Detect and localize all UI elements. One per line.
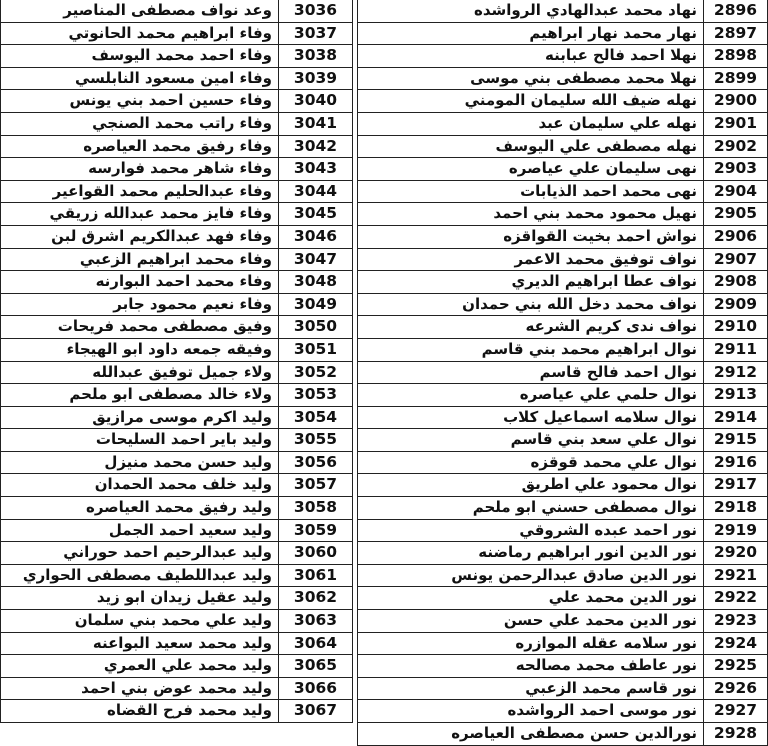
table-row [357, 362, 768, 385]
table-row [0, 271, 353, 294]
serial-number: 2926 [704, 678, 768, 700]
serial-number: 2925 [704, 655, 768, 677]
serial-number: 2924 [704, 633, 768, 655]
serial-number: 3042 [279, 136, 353, 158]
serial-number: 2908 [704, 271, 768, 293]
person-name: نوال محمود علي اطريق [357, 474, 704, 496]
person-name: نهاد محمد عبدالهادي الرواشده [357, 0, 704, 22]
person-name: نور الدين محمد علي حسن [357, 610, 704, 632]
person-name: وفيقه جمعه داود ابو الهيجاء [0, 339, 279, 361]
person-name: نهله ضيف الله سليمان المومني [357, 90, 704, 112]
person-name: نوال مصطفى حسني ابو ملحم [357, 497, 704, 519]
person-name: نوال علي سعد بني قاسم [357, 429, 704, 451]
table-row [357, 0, 768, 23]
table-row [0, 90, 353, 113]
person-name: وليد سعيد احمد الجمل [0, 520, 279, 542]
table-row [0, 429, 353, 452]
person-name: وليد محمد عوض بني احمد [0, 678, 279, 700]
serial-number: 2922 [704, 587, 768, 609]
table-row [357, 520, 768, 543]
person-name: وفاء نعيم محمود جابر [0, 294, 279, 316]
table-row [357, 249, 768, 272]
table-row [0, 655, 353, 678]
serial-number: 3055 [279, 429, 353, 451]
table-row [357, 497, 768, 520]
table-row [0, 407, 353, 430]
person-name: وفاء حسين احمد بني يونس [0, 90, 279, 112]
table-row [357, 565, 768, 588]
serial-number: 3063 [279, 610, 353, 632]
person-name: نوال ابراهيم محمد بني قاسم [357, 339, 704, 361]
person-name: نوال حلمي علي عياصره [357, 384, 704, 406]
person-name: نهيل محمود محمد بني احمد [357, 203, 704, 225]
serial-number: 2927 [704, 700, 768, 722]
table-row [357, 452, 768, 475]
table-row [357, 158, 768, 181]
table-row [0, 678, 353, 701]
table-row [0, 136, 353, 159]
person-name: وليد حسن محمد منيزل [0, 452, 279, 474]
table-row [0, 520, 353, 543]
table-row [357, 610, 768, 633]
serial-number: 2901 [704, 113, 768, 135]
serial-number: 3059 [279, 520, 353, 542]
person-name: وليد رفيق محمد العياصره [0, 497, 279, 519]
serial-number: 3064 [279, 633, 353, 655]
table-row [0, 0, 353, 23]
table-row [357, 700, 768, 723]
left-table-rows [0, 0, 353, 723]
person-name: نور الدين صادق عبدالرحمن يونس [357, 565, 704, 587]
serial-number: 2920 [704, 542, 768, 564]
serial-number: 3066 [279, 678, 353, 700]
table-row [357, 678, 768, 701]
serial-number: 2896 [704, 0, 768, 22]
serial-number: 3049 [279, 294, 353, 316]
table-row [0, 452, 353, 475]
person-name: وفيق مصطفى محمد فريحات [0, 316, 279, 338]
person-name: نواف ندى كريم الشرعه [357, 316, 704, 338]
table-row [357, 226, 768, 249]
table-row [357, 474, 768, 497]
table-row [0, 113, 353, 136]
person-name: وليد عبدالرحيم احمد حوراني [0, 542, 279, 564]
serial-number: 2899 [704, 68, 768, 90]
serial-number: 2928 [704, 723, 768, 745]
person-name: وليد عقيل زيدان ابو زيد [0, 587, 279, 609]
table-row [357, 633, 768, 656]
person-name: نور موسى احمد الرواشده [357, 700, 704, 722]
person-name: نواف محمد دخل الله بني حمدان [357, 294, 704, 316]
left-table [0, 0, 353, 723]
serial-number: 2903 [704, 158, 768, 180]
serial-number: 2909 [704, 294, 768, 316]
person-name: وليد محمد فرح القضاه [0, 700, 279, 722]
table-row [0, 158, 353, 181]
person-name: ولاء خالد مصطفى ابو ملحم [0, 384, 279, 406]
table-row [0, 339, 353, 362]
table-row [357, 90, 768, 113]
serial-number: 3053 [279, 384, 353, 406]
serial-number: 3065 [279, 655, 353, 677]
table-row [357, 113, 768, 136]
table-row [0, 384, 353, 407]
table-row [357, 407, 768, 430]
table-row [0, 587, 353, 610]
person-name: وفاء فهد عبدالكريم اشرق لبن [0, 226, 279, 248]
serial-number: 2902 [704, 136, 768, 158]
table-row [357, 723, 768, 746]
person-name: نور الدين محمد علي [357, 587, 704, 609]
person-name: وعد نواف مصطفى المناصير [0, 0, 279, 22]
table-row [357, 23, 768, 46]
serial-number: 3056 [279, 452, 353, 474]
person-name: وفاء محمد احمد البوارنه [0, 271, 279, 293]
right-table [357, 0, 768, 746]
right-table-rows [357, 0, 768, 746]
table-row [0, 700, 353, 723]
serial-number: 2921 [704, 565, 768, 587]
serial-number: 3062 [279, 587, 353, 609]
person-name: وفاء فايز محمد عبدالله زريقي [0, 203, 279, 225]
table-row [357, 316, 768, 339]
serial-number: 3038 [279, 45, 353, 67]
person-name: وفاء عبدالحليم محمد القواعير [0, 181, 279, 203]
serial-number: 3058 [279, 497, 353, 519]
serial-number: 3052 [279, 362, 353, 384]
table-row [0, 68, 353, 91]
table-row [357, 271, 768, 294]
table-row [0, 565, 353, 588]
table-row [0, 362, 353, 385]
person-name: نواف عطا ابراهيم الديري [357, 271, 704, 293]
serial-number: 3036 [279, 0, 353, 22]
person-name: ولاء جميل توفيق عبدالله [0, 362, 279, 384]
person-name: نواف توفيق محمد الاعمر [357, 249, 704, 271]
person-name: نوال احمد فالح قاسم [357, 362, 704, 384]
table-row [0, 316, 353, 339]
person-name: نهى محمد احمد الذيابات [357, 181, 704, 203]
table-row [357, 429, 768, 452]
person-name: نور الدين انور ابراهيم رماضنه [357, 542, 704, 564]
person-name: وفاء راتب محمد الصنجي [0, 113, 279, 135]
table-row [357, 587, 768, 610]
serial-number: 3051 [279, 339, 353, 361]
person-name: نهلا محمد مصطفى بني موسى [357, 68, 704, 90]
serial-number: 3060 [279, 542, 353, 564]
serial-number: 3057 [279, 474, 353, 496]
serial-number: 2906 [704, 226, 768, 248]
person-name: نهى سليمان علي عياصره [357, 158, 704, 180]
serial-number: 3048 [279, 271, 353, 293]
person-name: وليد عبداللطيف مصطفى الحواري [0, 565, 279, 587]
person-name: وفاء احمد محمد اليوسف [0, 45, 279, 67]
serial-number: 3050 [279, 316, 353, 338]
table-row [357, 339, 768, 362]
person-name: نهله مصطفى علي اليوسف [357, 136, 704, 158]
serial-number: 3037 [279, 23, 353, 45]
table-row [357, 655, 768, 678]
table-row [357, 294, 768, 317]
table-row [357, 542, 768, 565]
table-row [0, 45, 353, 68]
person-name: نور عاطف محمد مصالحه [357, 655, 704, 677]
serial-number: 2897 [704, 23, 768, 45]
serial-number: 3061 [279, 565, 353, 587]
serial-number: 2905 [704, 203, 768, 225]
serial-number: 2900 [704, 90, 768, 112]
serial-number: 2918 [704, 497, 768, 519]
table-row [357, 136, 768, 159]
person-name: نور قاسم محمد الزعبي [357, 678, 704, 700]
person-name: وليد محمد علي العمري [0, 655, 279, 677]
table-row [357, 181, 768, 204]
person-name: نورالدين حسن مصطفى العياصره [357, 723, 704, 745]
person-name: وليد اكرم موسى مرازيق [0, 407, 279, 429]
serial-number: 2912 [704, 362, 768, 384]
serial-number: 2910 [704, 316, 768, 338]
person-name: نوال علي محمد قوقزه [357, 452, 704, 474]
serial-number: 3047 [279, 249, 353, 271]
serial-number: 3044 [279, 181, 353, 203]
table-row [357, 45, 768, 68]
person-name: نور سلامه عقله الموازره [357, 633, 704, 655]
serial-number: 3041 [279, 113, 353, 135]
serial-number: 2923 [704, 610, 768, 632]
table-row [0, 474, 353, 497]
table-row [0, 249, 353, 272]
person-name: وفاء امين مسعود النابلسي [0, 68, 279, 90]
serial-number: 2916 [704, 452, 768, 474]
person-name: وفاء شاهر محمد فوارسه [0, 158, 279, 180]
serial-number: 2915 [704, 429, 768, 451]
serial-number: 3040 [279, 90, 353, 112]
serial-number: 2907 [704, 249, 768, 271]
table-row [0, 497, 353, 520]
table-row [0, 23, 353, 46]
person-name: نواش احمد بخيت القواقزه [357, 226, 704, 248]
serial-number: 3043 [279, 158, 353, 180]
person-name: وليد علي محمد بني سلمان [0, 610, 279, 632]
table-row [0, 633, 353, 656]
serial-number: 2898 [704, 45, 768, 67]
person-name: وليد خلف محمد الحمدان [0, 474, 279, 496]
person-name: نوال سلامه اسماعيل كلاب [357, 407, 704, 429]
serial-number: 2913 [704, 384, 768, 406]
serial-number: 3054 [279, 407, 353, 429]
table-row [0, 203, 353, 226]
table-row [0, 226, 353, 249]
serial-number: 2917 [704, 474, 768, 496]
person-name: نور احمد عبده الشروقي [357, 520, 704, 542]
serial-number: 2919 [704, 520, 768, 542]
table-row [357, 384, 768, 407]
serial-number: 3045 [279, 203, 353, 225]
serial-number: 2914 [704, 407, 768, 429]
person-name: وفاء رفيق محمد العياصره [0, 136, 279, 158]
person-name: وفاء ابراهيم محمد الحانوتي [0, 23, 279, 45]
serial-number: 2904 [704, 181, 768, 203]
table-row [0, 610, 353, 633]
person-name: وليد محمد سعيد البواعنه [0, 633, 279, 655]
table-row [0, 181, 353, 204]
table-row [0, 294, 353, 317]
table-row [357, 203, 768, 226]
table-row [0, 542, 353, 565]
person-name: نهلا احمد فالح عبابنه [357, 45, 704, 67]
serial-number: 3039 [279, 68, 353, 90]
person-name: نهله علي سليمان عبد [357, 113, 704, 135]
serial-number: 3067 [279, 700, 353, 722]
table-row [357, 68, 768, 91]
person-name: نهار محمد نهار ابراهيم [357, 23, 704, 45]
person-name: وفاء محمد ابراهيم الزعبي [0, 249, 279, 271]
serial-number: 3046 [279, 226, 353, 248]
person-name: وليد باير احمد السليحات [0, 429, 279, 451]
serial-number: 2911 [704, 339, 768, 361]
